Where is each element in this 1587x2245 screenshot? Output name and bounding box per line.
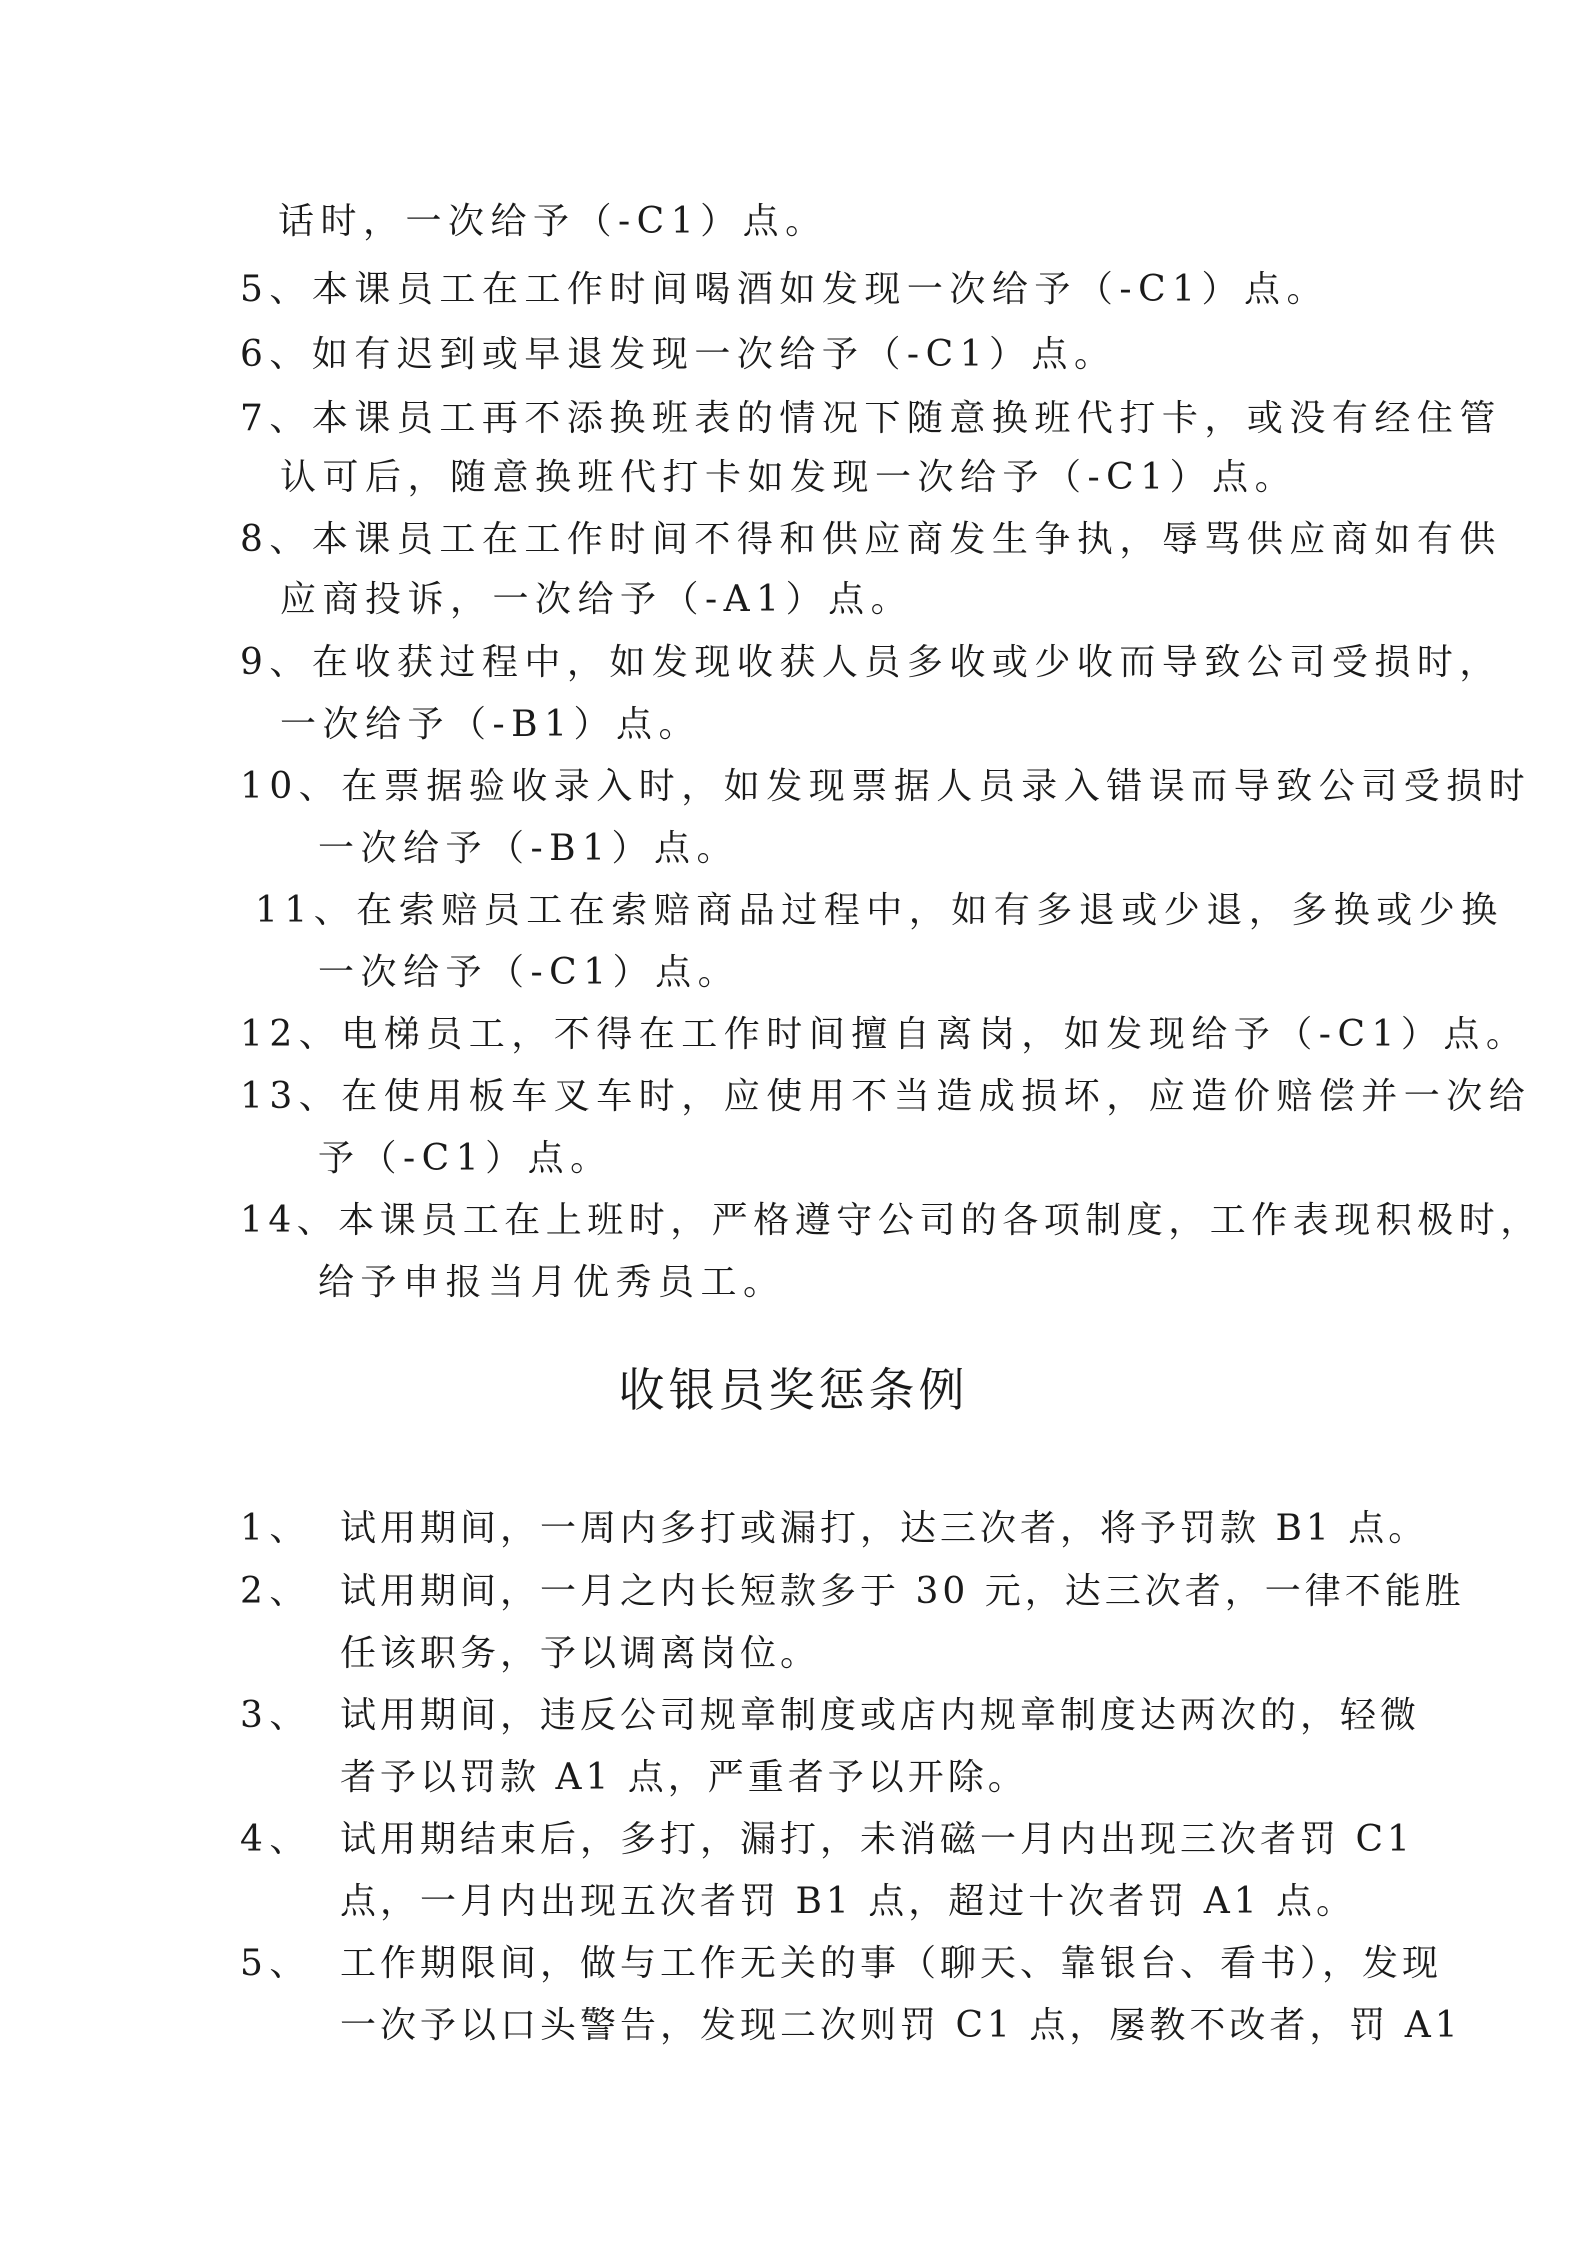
- rule-line: 予（-C1）点。: [318, 1138, 613, 1179]
- rule-line: 13、在使用板车叉车时，应使用不当造成损坏，应造价赔偿并一次给: [240, 1076, 1532, 1117]
- item-line: 点，一月内出现五次者罚 B1 点，超过十次者罚 A1 点。: [340, 1881, 1357, 1922]
- rule-line: 一次给予（-B1）点。: [318, 828, 740, 869]
- rule-line: 14、本课员工在上班时，严格遵守公司的各项制度，工作表现积极时，: [240, 1200, 1542, 1241]
- item-line: 试用期间，违反公司规章制度或店内规章制度达两次的，轻微: [340, 1695, 1421, 1736]
- item-number: 4、: [240, 1819, 312, 1860]
- item-line: 工作期限间，做与工作无关的事（聊天、靠银台、看书），发现: [340, 1943, 1443, 1984]
- rule-line: 认可后，随意换班代打卡如发现一次给予（-C1）点。: [280, 457, 1298, 498]
- item-number: 1、: [240, 1508, 312, 1549]
- item-line: 试用期结束后，多打，漏打，未消磁一月内出现三次者罚 C1: [340, 1819, 1414, 1860]
- rule-line: 7、本课员工再不添换班表的情况下随意换班代打卡，或没有经住管: [240, 398, 1502, 439]
- item-line: 试用期间，一周内多打或漏打，达三次者，将予罚款 B1 点。: [340, 1508, 1429, 1549]
- item-number: 3、: [240, 1695, 312, 1736]
- rule-line: 11、在索赔员工在索赔商品过程中，如有多退或少退，多换或少换: [255, 890, 1504, 931]
- rule-line: 12、电梯员工，不得在工作时间擅自离岗，如发现给予（-C1）点。: [240, 1014, 1529, 1055]
- rule-line: 给予申报当月优秀员工。: [318, 1262, 786, 1303]
- item-number: 5、: [240, 1943, 312, 1984]
- rule-line: 话时，一次给予（-C1）点。: [278, 201, 828, 242]
- rule-line: 一次给予（-B1）点。: [280, 704, 702, 745]
- rule-line: 6、如有迟到或早退发现一次给予（-C1）点。: [240, 334, 1117, 375]
- item-number: 2、: [240, 1571, 312, 1612]
- section-title: 收银员奖惩条例: [618, 1363, 969, 1417]
- rule-line: 8、本课员工在工作时间不得和供应商发生争执，辱骂供应商如有供: [240, 519, 1502, 560]
- item-line: 任该职务，予以调离岗位。: [340, 1633, 821, 1674]
- item-line: 一次予以口头警告，发现二次则罚 C1 点，屡教不改者，罚 A1: [340, 2005, 1462, 2046]
- rule-line: 5、本课员工在工作时间喝酒如发现一次给予（-C1）点。: [240, 269, 1330, 310]
- rule-line: 10、在票据验收录入时，如发现票据人员录入错误而导致公司受损时: [240, 766, 1532, 807]
- item-line: 者予以罚款 A1 点，严重者予以开除。: [340, 1757, 1028, 1798]
- rule-line: 一次给予（-C1）点。: [318, 952, 741, 993]
- rule-line: 9、在收获过程中，如发现收获人员多收或少收而导致公司受损时，: [240, 642, 1502, 683]
- rule-line: 应商投诉，一次给予（-A1）点。: [280, 579, 914, 620]
- item-line: 试用期间，一月之内长短款多于 30 元，达三次者，一律不能胜: [340, 1571, 1465, 1612]
